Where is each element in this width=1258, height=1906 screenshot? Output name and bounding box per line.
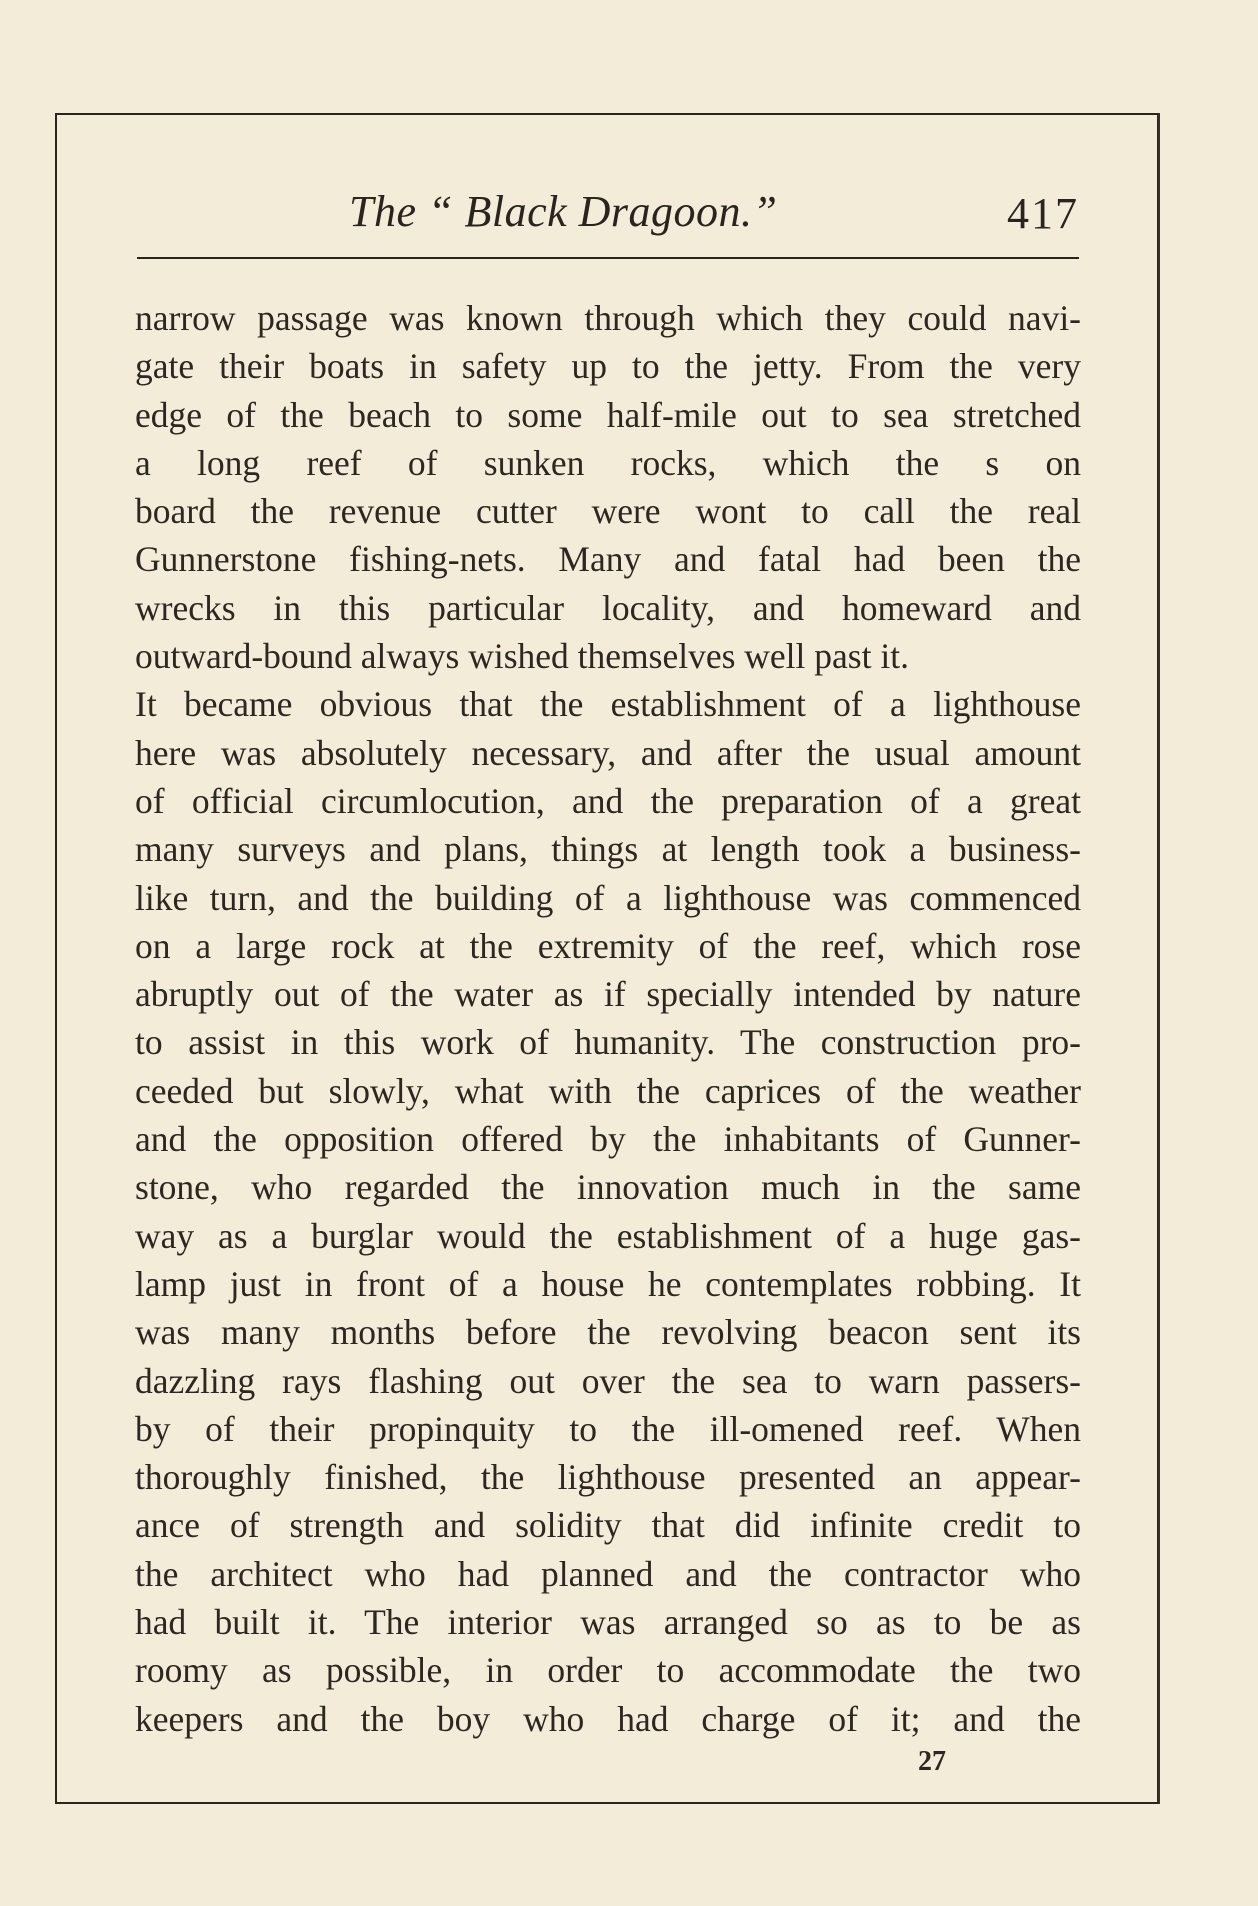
text-line: the architect who had planned and the contractor who (135, 1553, 1081, 1594)
text-line: ceeded but slowly, what with the caprices of the weather (135, 1070, 1081, 1111)
text-line: and the opposition offered by the inhabitants of Gunner- (135, 1119, 1081, 1160)
text-line: lamp just in front of a house he contemplates robbing. It (135, 1263, 1081, 1304)
text-line: had built it. The interior was arranged so as to be as (135, 1602, 1081, 1643)
text-line: outward-bound always wished themselves well past it. (135, 636, 909, 677)
text-line: ance of strength and solidity that did infinite credit to (135, 1505, 1081, 1546)
text-line: was many months before the revolving beacon sent its (135, 1312, 1081, 1353)
body-text (135, 294, 1081, 1743)
running-head-title: The “ Black Dragoon.” (349, 187, 778, 236)
text-line: stone, who regarded the innovation much in the same (135, 1167, 1081, 1208)
text-line: board the revenue cutter were wont to call the real (135, 491, 1081, 532)
page-number: 417 (1007, 189, 1079, 238)
running-head (137, 186, 1079, 254)
text-line: like turn, and the building of a lighthouse was commenced (135, 877, 1081, 918)
text-line: roomy as possible, in order to accommodate the two (135, 1650, 1081, 1691)
text-line: edge of the beach to some half-mile out to sea stretched (135, 394, 1081, 435)
text-line: many surveys and plans, things at length took a business- (135, 829, 1081, 870)
text-line: narrow passage was known through which they could navi- (135, 298, 1081, 338)
text-line: way as a burglar would the establishment of a huge gas- (135, 1215, 1081, 1256)
text-line: a long reef of sunken rocks, which the s on (135, 442, 1081, 483)
header-rule (137, 257, 1079, 259)
text-line: on a large rock at the extremity of the reef, which rose (135, 925, 1081, 966)
signature-mark: 27 (918, 1746, 946, 1777)
text-line: to assist in this work of humanity. The construction pro- (135, 1022, 1081, 1063)
text-line: It became obvious that the establishment of a lighthouse (135, 684, 1081, 725)
text-line: abruptly out of the water as if specially intended by nature (135, 974, 1081, 1015)
text-line: Gunnerstone fishing-nets. Many and fatal had been the (135, 539, 1081, 580)
text-line: by of their propinquity to the ill-omened reef. When (135, 1408, 1081, 1449)
text-line: here was absolutely necessary, and after the usual amount (135, 732, 1081, 773)
text-line: thoroughly finished, the lighthouse presented an appear- (135, 1457, 1081, 1498)
text-line: wrecks in this particular locality, and homeward and (135, 587, 1081, 628)
page-border-edge (1158, 113, 1160, 1804)
text-line: gate their boats in safety up to the jetty. From the very (135, 346, 1081, 387)
text-line: keepers and the boy who had charge of it; and the (135, 1698, 1081, 1739)
text-line: of official circumlocution, and the preparation of a great (135, 780, 1081, 821)
text-line: dazzling rays flashing out over the sea to warn passers- (135, 1360, 1081, 1401)
